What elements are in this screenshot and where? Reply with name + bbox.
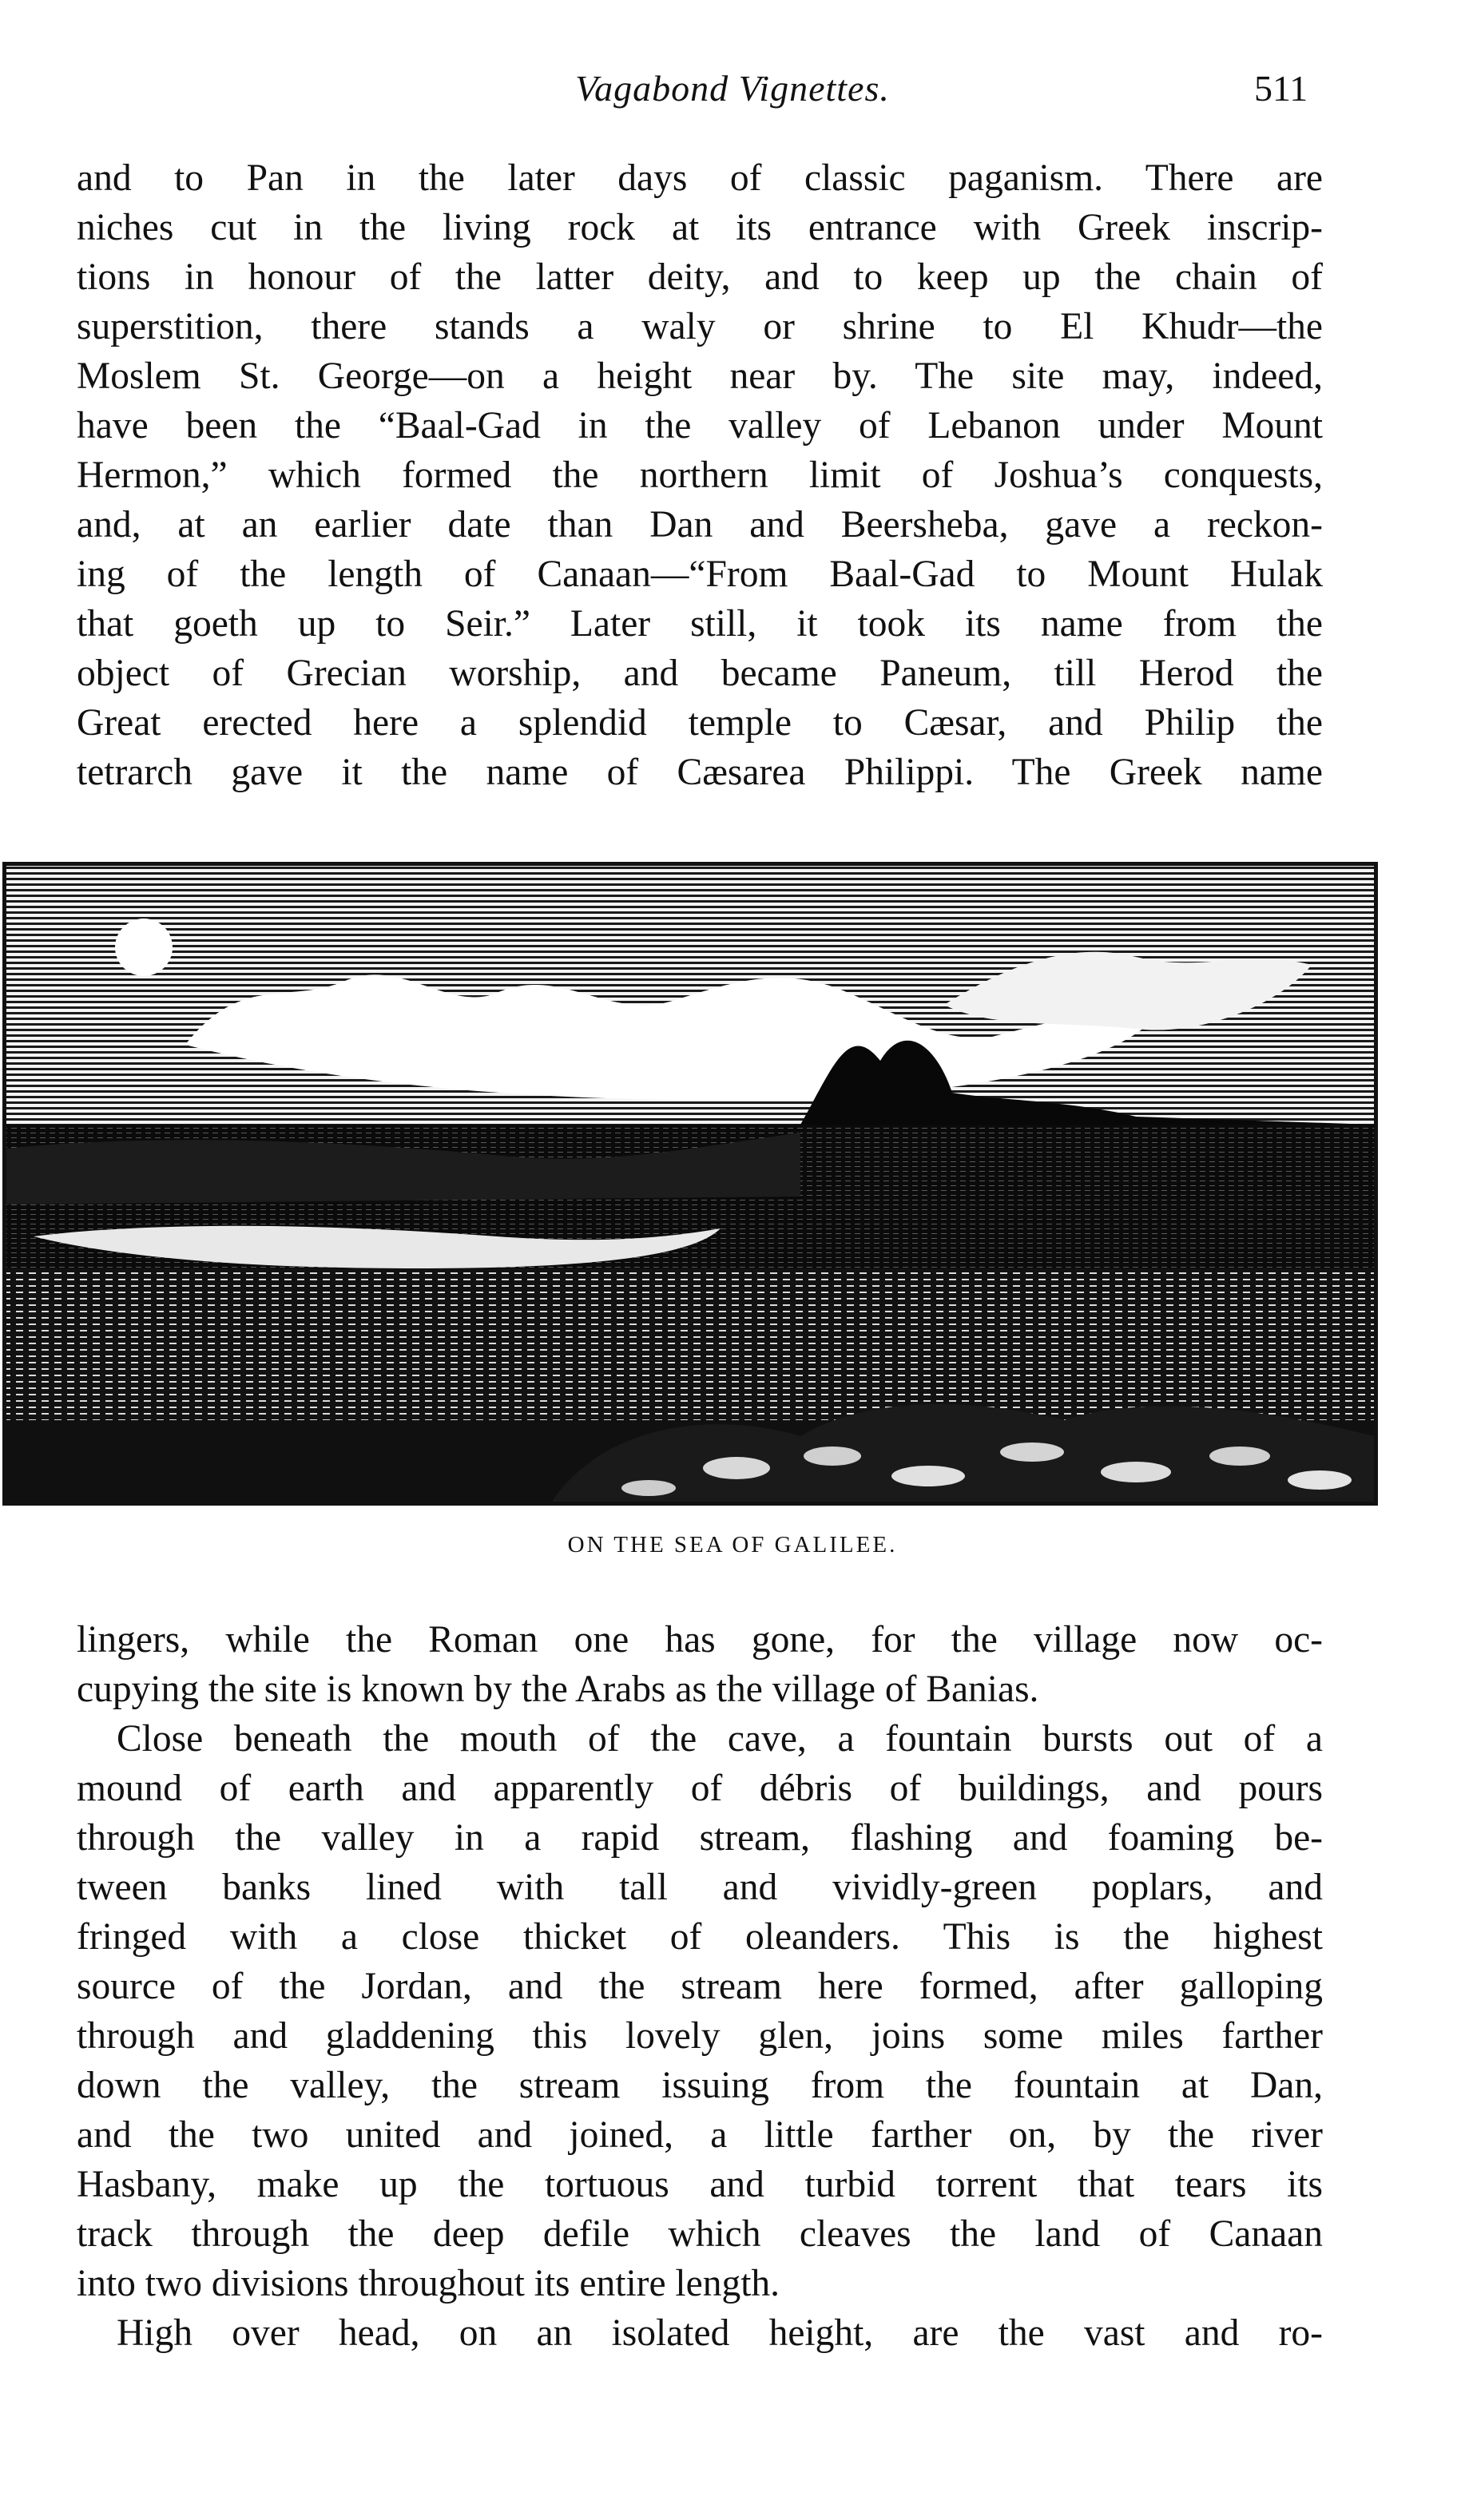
text-line: object of Grecian worship, and became Paneum, till Herod the <box>77 653 1323 694</box>
running-title: Vagabond Vignettes. <box>575 68 890 109</box>
page-number: 511 <box>1254 68 1308 109</box>
text-line: into two divisions throughout its entire length. <box>77 2263 780 2304</box>
text-line: tween banks lined with tall and vividly-green poplars, and <box>77 1867 1323 1908</box>
text-line: superstition, there stands a waly or shrine to El Khudr—the <box>77 306 1323 347</box>
text-line: Close beneath the mouth of the cave, a fountain bursts out of a <box>117 1718 1323 1760</box>
text-line: tetrarch gave it the name of Cæsarea Philippi. The Greek name <box>77 752 1323 793</box>
text-line: tions in honour of the latter deity, and to keep up the chain of <box>77 256 1323 298</box>
text-line: fringed with a close thicket of oleanders. This is the highest <box>77 1916 1323 1958</box>
text-line: lingers, while the Roman one has gone, for the village now oc- <box>77 1619 1323 1661</box>
text-line: Great erected here a splendid temple to Cæsar, and Philip the <box>77 702 1323 744</box>
text-line: ing of the length of Canaan—“From Baal-Gad to Mount Hulak <box>77 554 1323 595</box>
text-line: and to Pan in the later days of classic paganism. There are <box>77 157 1323 199</box>
text-line: through the valley in a rapid stream, flashing and foaming be- <box>77 1817 1323 1859</box>
text-line: have been the “Baal-Gad in the valley of Lebanon under Mount <box>77 405 1323 446</box>
text-line: track through the deep defile which cleaves the land of Canaan <box>77 2213 1323 2255</box>
text-line: down the valley, the stream issuing from the fountain at Dan, <box>77 2065 1323 2106</box>
text-line: niches cut in the living rock at its entrance with Greek inscrip- <box>77 207 1323 248</box>
text-line: and the two united and joined, a little farther on, by the river <box>77 2114 1323 2156</box>
paragraphs-after-figure <box>77 1615 1323 2358</box>
text-line: source of the Jordan, and the stream here formed, after galloping <box>77 1966 1323 2007</box>
text-line: Hasbany, make up the tortuous and turbid torrent that tears its <box>77 2164 1323 2205</box>
text-line: mound of earth and apparently of débris of buildings, and pours <box>77 1768 1323 1809</box>
text-line: through and gladdening this lovely glen, joins some miles farther <box>77 2015 1323 2057</box>
text-line: High over head, on an isolated height, are the vast and ro- <box>117 2312 1323 2354</box>
engraving-figure <box>2 861 1379 1506</box>
running-head <box>0 67 1465 123</box>
text-line: Moslem St. George—on a height near by. The site may, indeed, <box>77 355 1323 397</box>
paragraph-continued <box>77 153 1323 797</box>
text-line: and, at an earlier date than Dan and Beersheba, gave a reckon- <box>77 504 1323 546</box>
sea-of-galilee-engraving <box>2 861 1379 1506</box>
text-line: that goeth up to Seir.” Later still, it took its name from the <box>77 603 1323 645</box>
text-line: cupying the site is known by the Arabs as the village of Banias. <box>77 1669 1039 1710</box>
figure-caption: ON THE SEA OF GALILEE. <box>567 1532 898 1558</box>
text-line: Hermon,” which formed the northern limit of Joshua’s conquests, <box>77 454 1323 496</box>
